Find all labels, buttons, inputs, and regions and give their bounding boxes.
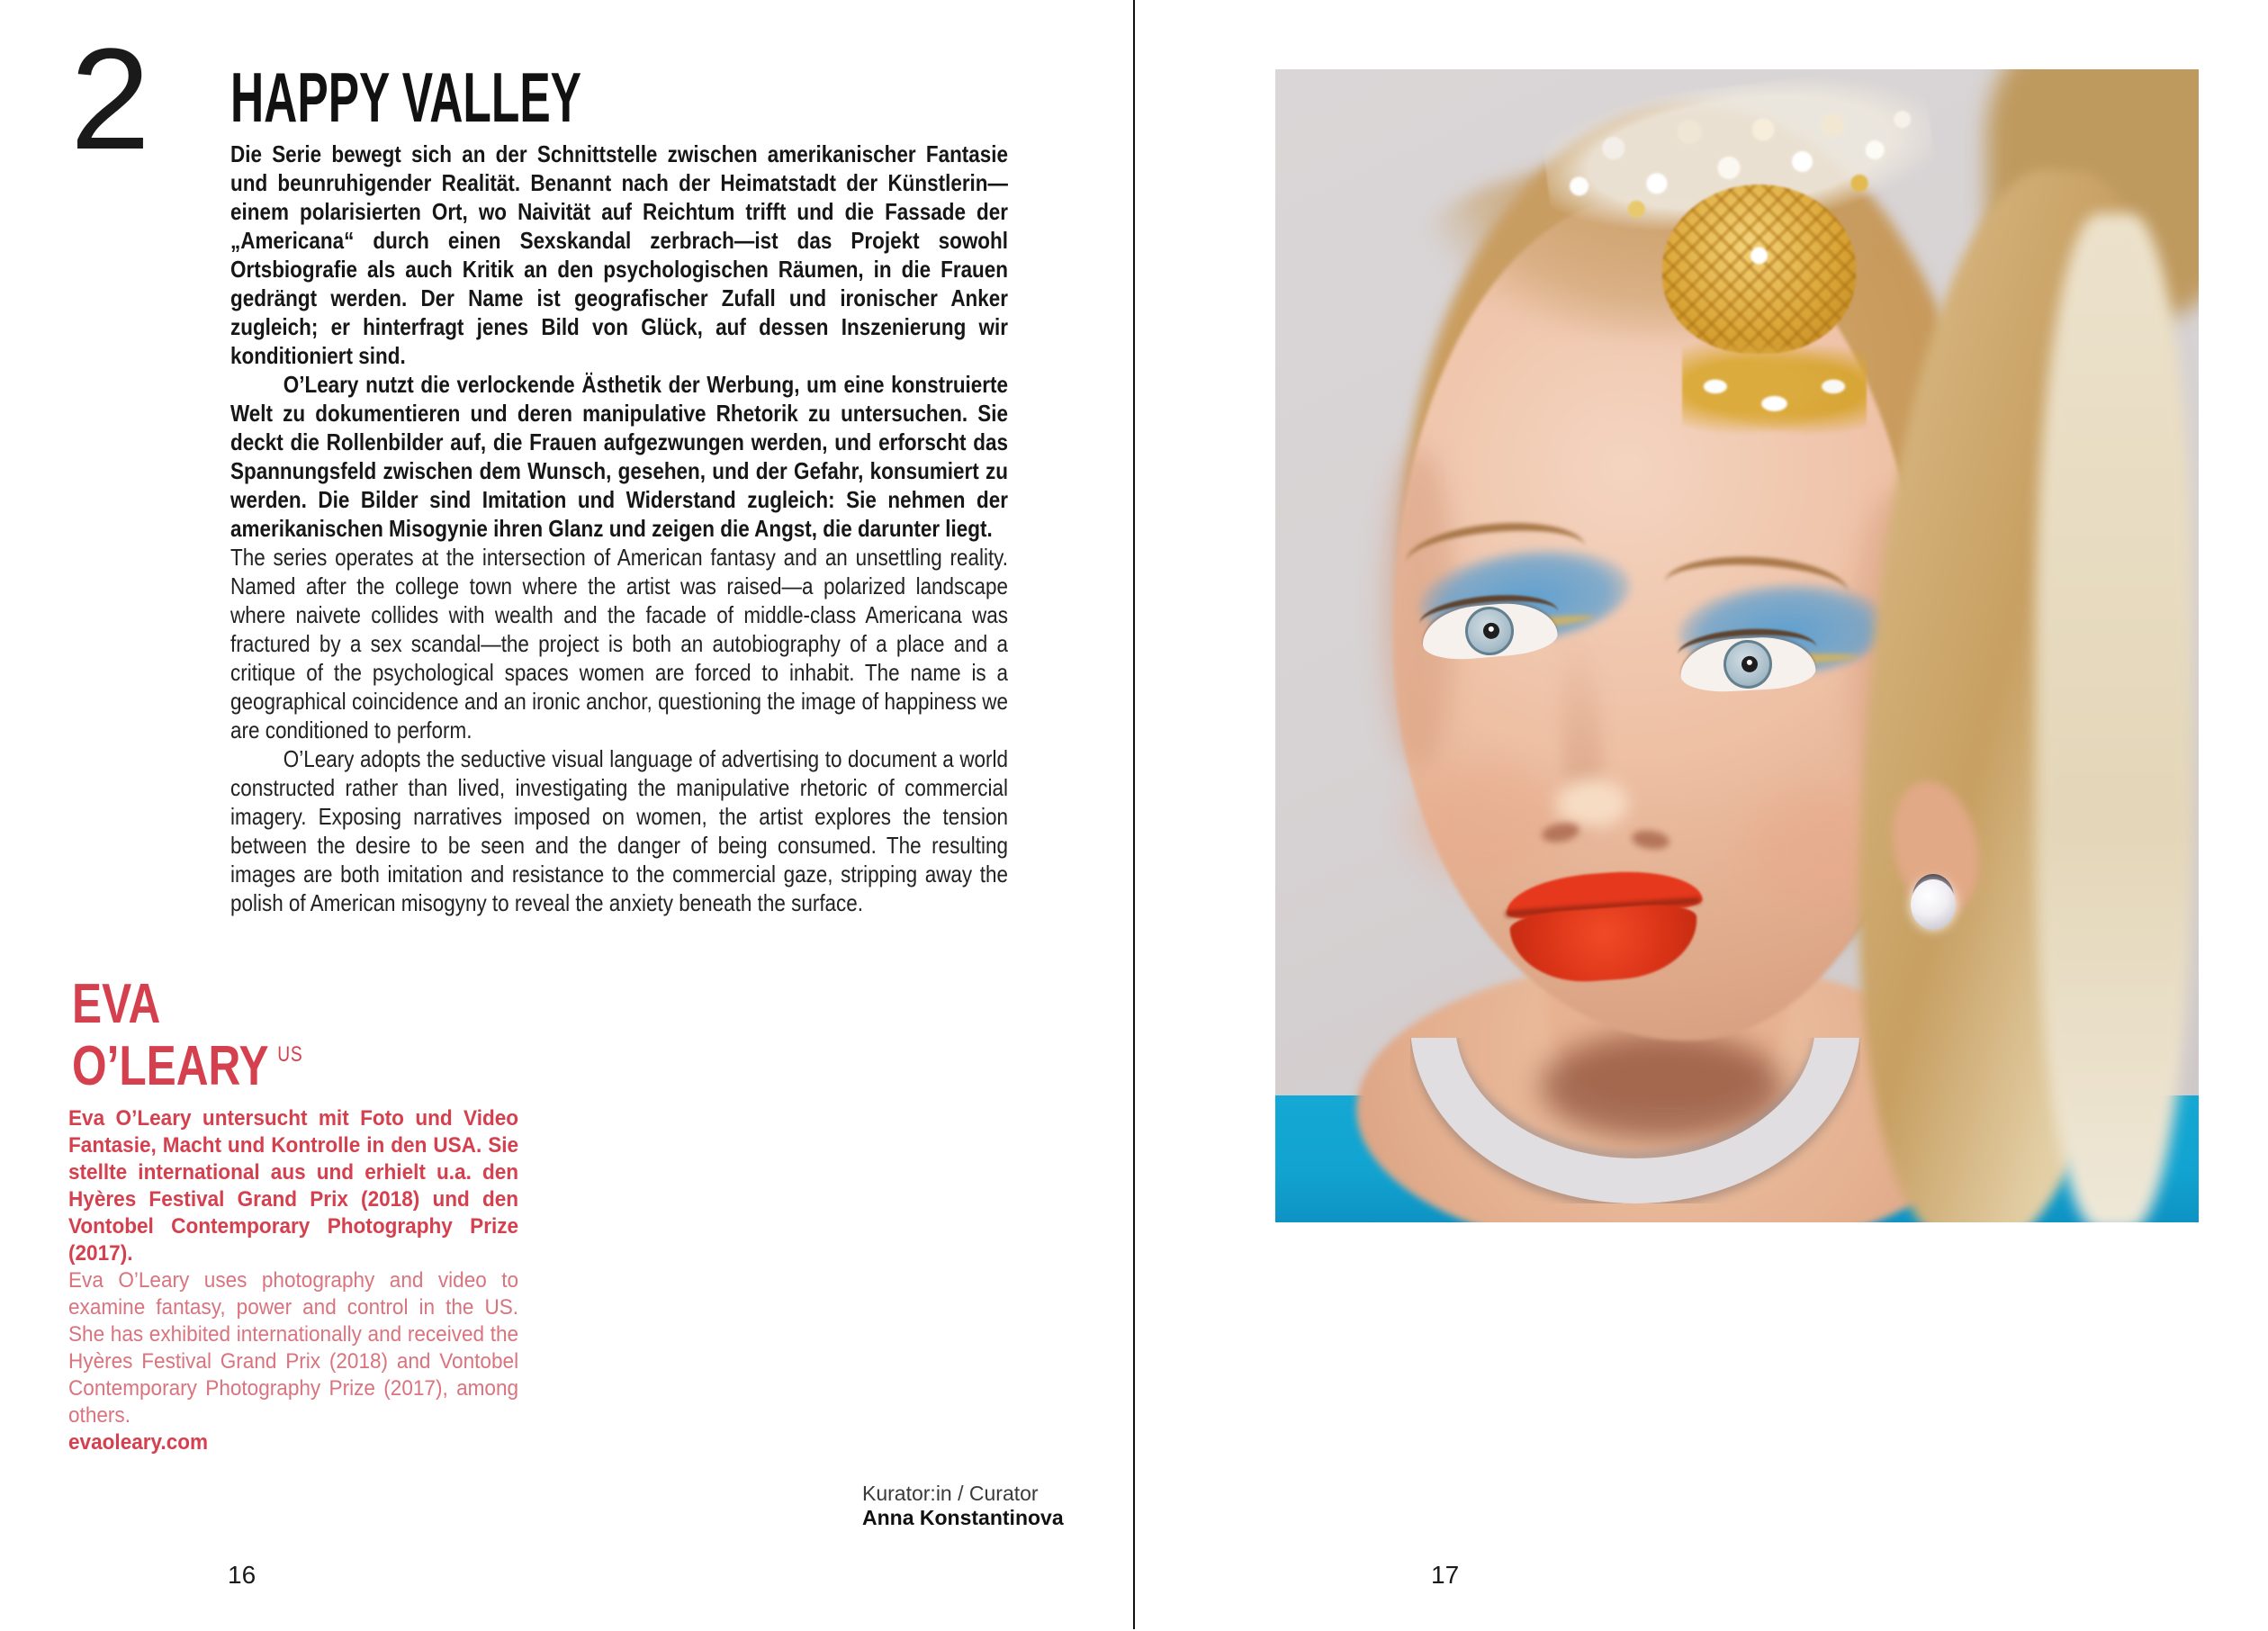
photo-nose-tip: [1556, 779, 1628, 828]
intro-paragraph-de-1: Die Serie bewegt sich an der Schnittstelle zwischen amerikanischer Fantasie und beunruhigender Realität. Benannt nach der Heimatstadt der Künstlerin—einem polarisierten Ort, wo Naivität auf Reichtum trifft und die Fassade der „Americana“ durch einen Sexskandal zerbrach—ist das Projekt sowohl Ortsbiografie als auch Kritik an den psychologischen Räumen, in die Frauen gedrängt werden. Der Name ist geografischer Zufall und ironischer Anker zugleich; er hinterfragt jenes Bild von Glück, auf dessen Inszenierung wir konditioniert sind.: [230, 140, 1008, 369]
photo-pearl-earring: [1911, 879, 1956, 930]
artist-bio-block: [68, 1105, 518, 1456]
page-number-right: 17: [1431, 1561, 1460, 1589]
artwork-photo: [1275, 69, 2199, 1222]
artist-website: evaoleary.com: [68, 1430, 209, 1455]
photo-pale-hair-strands: [2036, 213, 2193, 1222]
curator-name: Anna Konstantinova: [862, 1506, 1064, 1529]
photo-cheek-left: [1410, 762, 1563, 879]
artist-bio-en: Eva O’Leary uses photography and video to examine fantasy, power and control in the US. She has exhibited internationally and received the Hyères Festival Grand Prix (2018) and Vontobel Contemporary Photography Prize (2017), among others.: [68, 1268, 519, 1428]
curator-label: Kurator:in / Curator: [862, 1482, 1039, 1505]
intro-paragraph-en-2: O’Leary adopts the seductive visual language of advertising to document a world constructed rather than lived, investigating the manipulative rhetoric of commercial imagery. Exposing narratives imposed on women, the artist explores the tension between the desire to be seen and the danger of being consumed. The resulting images are both imitation and resistance to the commercial gaze, stripping away the polish of American misogyny to reveal the anxiety beneath the surface.: [230, 745, 1008, 916]
artist-first-name: EVA: [72, 973, 161, 1035]
chapter-number: 2: [70, 18, 147, 179]
intro-paragraph-en-1: The series operates at the intersection of American fantasy and an unsettling reality. Named after the college town where the artist was raised—a polarized landscape where naivete collides with wealth and the facade of middle-class Americana was fractured by a sex scandal—the project is both an autobiography of a place and a critique of the psychological spaces women are forced to inhabit. The name is a geographical coincidence and an ironic anchor, questioning the image of happiness we are conditioned to perform.: [230, 544, 1008, 743]
artist-last-name: O’LEARY: [72, 1035, 269, 1097]
series-title: HAPPY VALLEY: [230, 58, 581, 137]
page-divider-line: [1133, 0, 1135, 1629]
artist-name-block: [72, 973, 361, 1097]
photo-headpiece-pearl-dangle: [1682, 341, 1867, 442]
artist-bio-de: Eva O’Leary untersucht mit Foto und Video Fantasie, Macht und Kontrolle in den USA. Sie stellte international aus und erhielt u.a. den Hyères Festival Grand Prix (2018) und den Vontobel Contemporary Photography Prize (2017).: [68, 1106, 519, 1266]
photo-headpiece-gold-pineapple: [1662, 185, 1856, 354]
curator-block: [862, 1482, 1064, 1530]
page-number-left: 16: [228, 1561, 256, 1589]
intro-text-block: [230, 140, 1008, 917]
artist-country: US: [277, 1042, 303, 1067]
artist-last-name-line: [72, 1030, 303, 1097]
intro-paragraph-de-2: O’Leary nutzt die verlockende Ästhetik der Werbung, um eine konstruierte Welt zu dokumentieren und deren manipulative Rhetorik zu untersuchen. Sie deckt die Rollenbilder auf, die Frauen aufgezwungen werden, und erforscht das Spannungsfeld zwischen dem Wunsch, gesehen, und der Gefahr, konsumiert zu werden. Die Bilder sind Imitation und Widerstand zugleich: Sie nehmen der amerikanischen Misogynie ihren Glanz und zeigen die Angst, die darunter liegt.: [230, 371, 1008, 542]
series-title-wrap: [230, 58, 762, 137]
